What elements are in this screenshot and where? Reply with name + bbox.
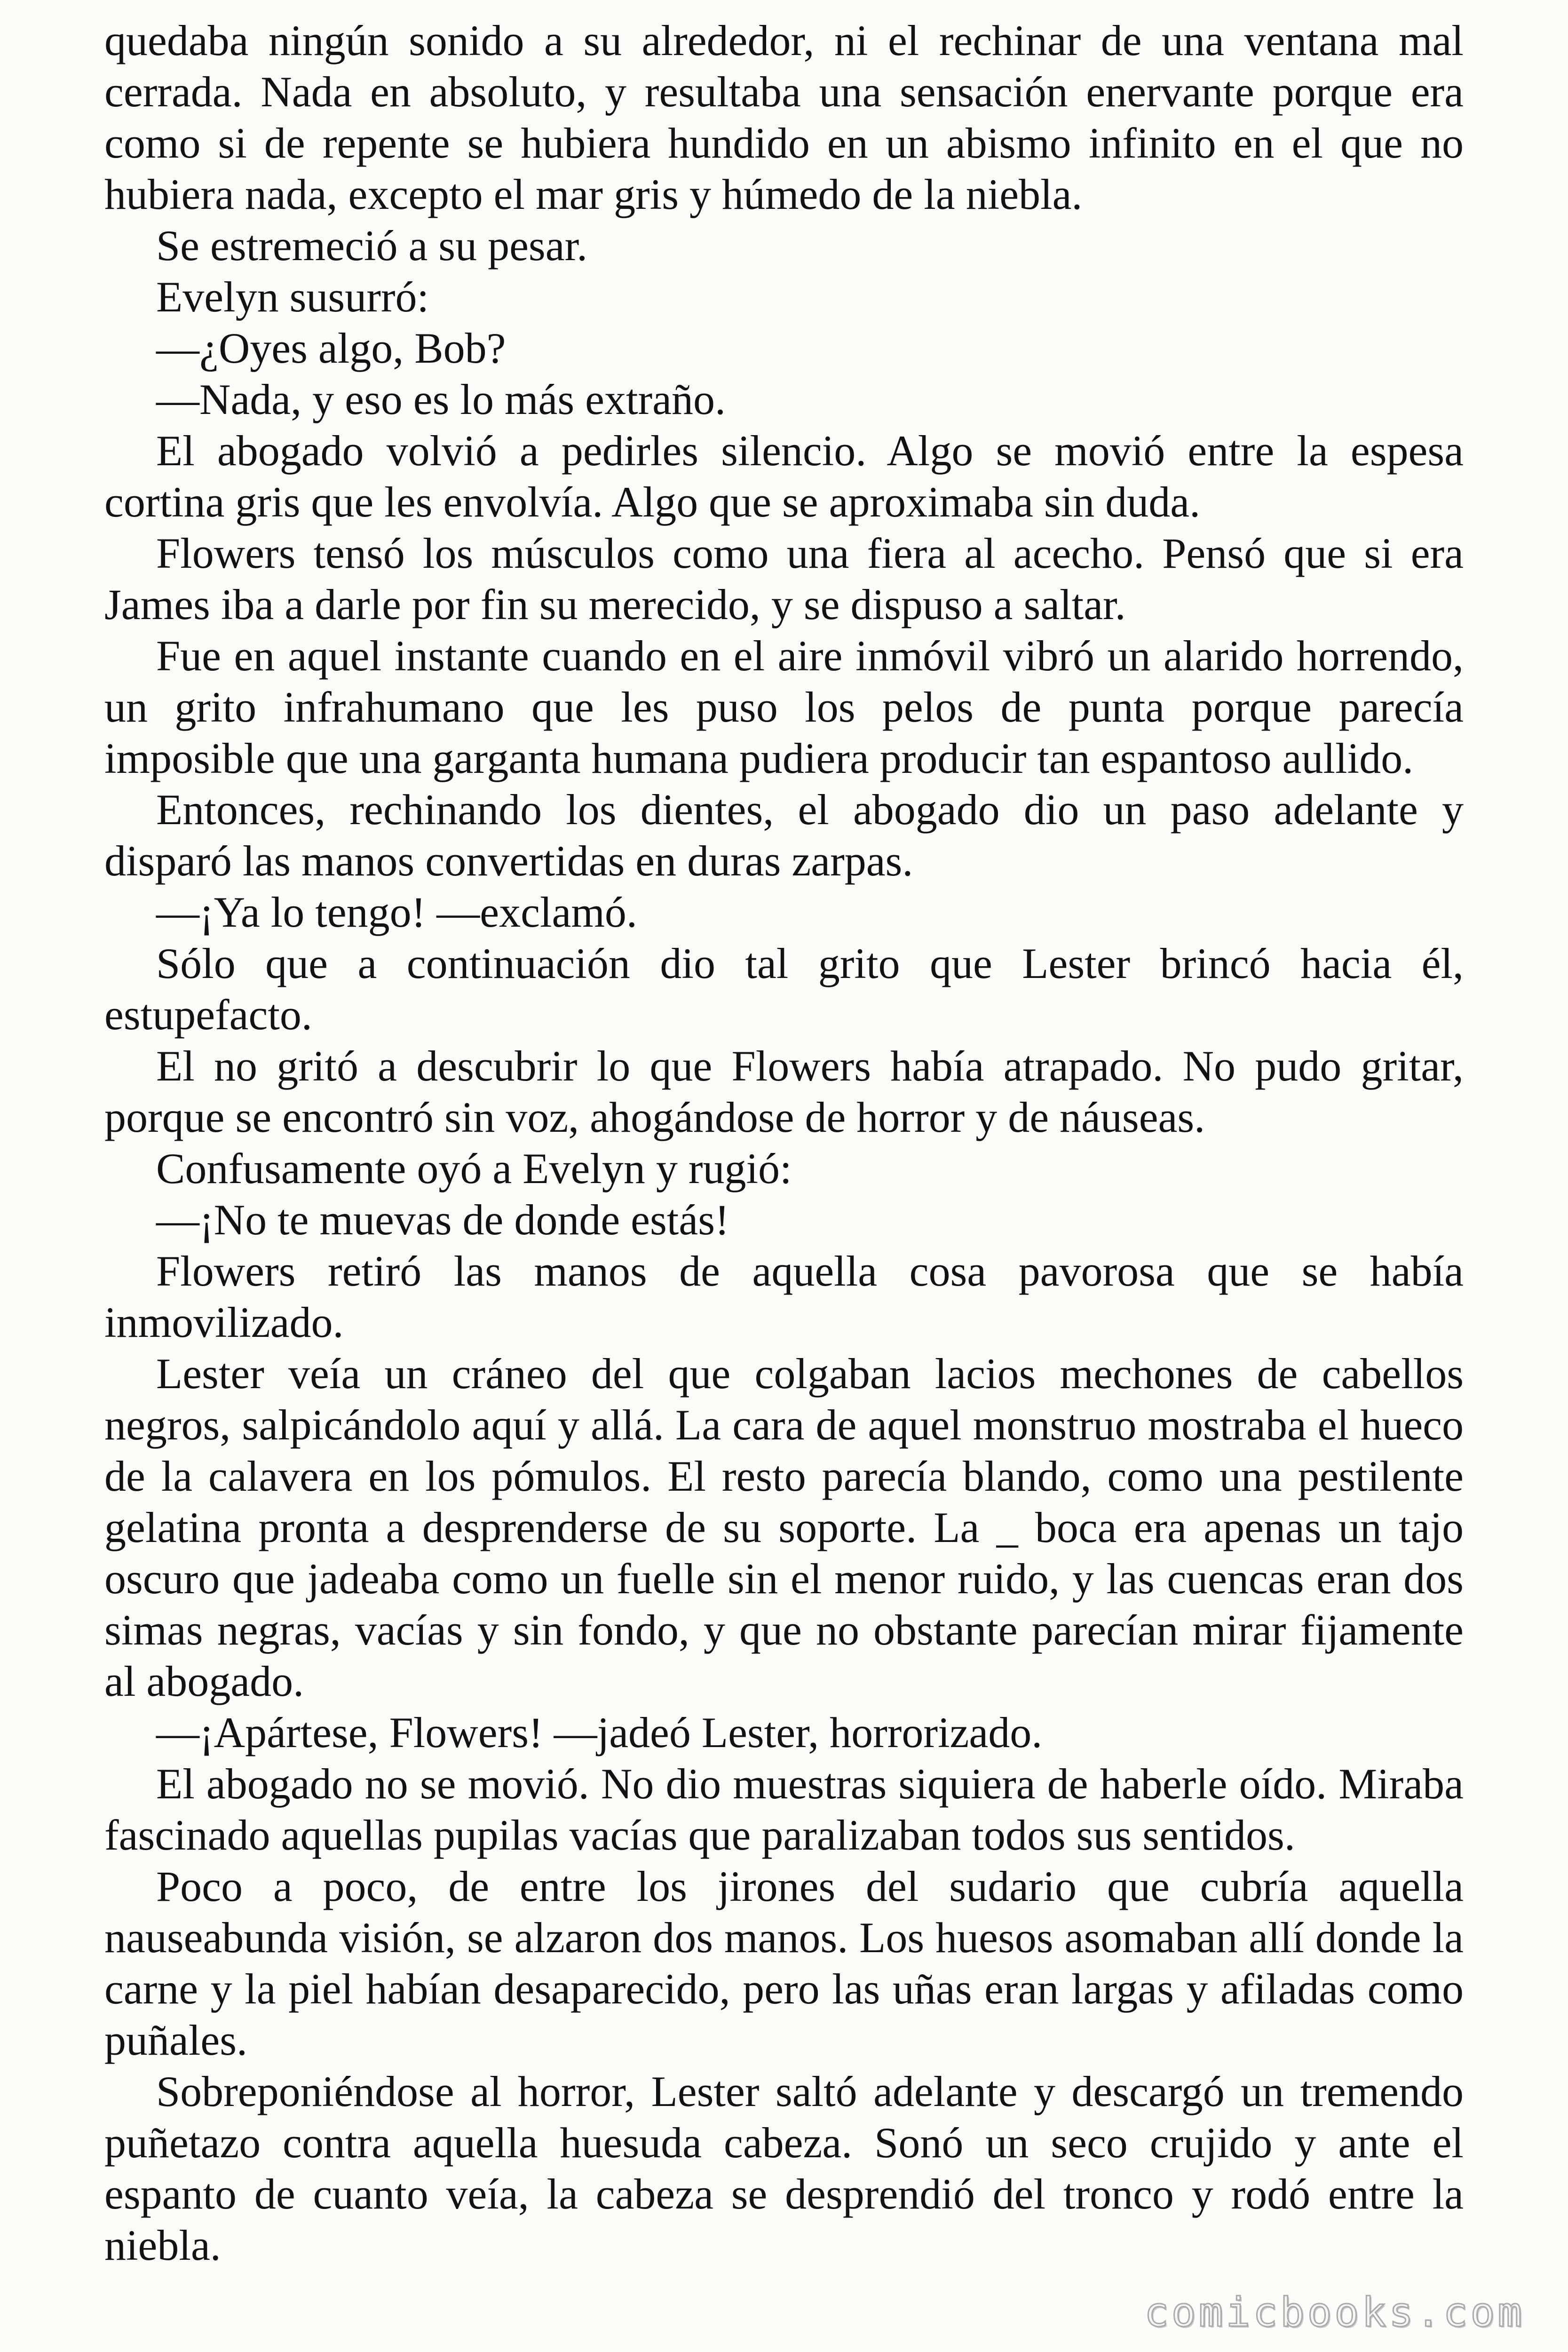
paragraph-continued: quedaba ningún sonido a su alrededor, ni el rechinar de una ventana mal cerrada. Nada en absoluto, y resultaba una sensación enervante porque era como si de repente se hubiera hundido en un abismo infinito en el que no hubiera nada, excepto el mar gris y húmedo de la niebla. [104, 16, 1464, 218]
paragraph: El abogado volvió a pedirles silencio. Algo se movió entre la espesa cortina gris que les envolvía. Algo que se aproximaba sin duda. [104, 427, 1464, 526]
paragraph: Confusamente oyó a Evelyn y rugió: [156, 1144, 792, 1192]
paragraph: Se estremeció a su pesar. [156, 222, 588, 270]
dialogue-line: —Nada, y eso es lo más extraño. [156, 375, 726, 423]
paragraph: Lester veía un cráneo del que colgaban lacios mechones de cabellos negros, salpicándolo aquí y allá. La cara de aquel monstruo mostraba el hueco de la calavera en los pómulos. El resto parecía blando, como una pestilente gelatina pronta a desprenderse de su soporte. La _ boca era apenas un tajo oscuro que jadeaba como un fuelle sin el menor ruido, y las cuencas eran dos simas negras, vacías y sin fondo, y que no obstante parecían mirar fijamente al abogado. [104, 1350, 1464, 1705]
paragraph: El abogado no se movió. No dio muestras siquiera de haberle oído. Miraba fascinado aquellas pupilas vacías que paralizaban todos sus sentidos. [104, 1760, 1464, 1859]
dialogue-line: —¡Ya lo tengo! —exclamó. [156, 888, 637, 936]
paragraph: El no gritó a descubrir lo que Flowers había atrapado. No pudo gritar, porque se encontró sin voz, ahogándose de horror y de náuseas. [104, 1042, 1464, 1141]
paragraph: Sobreponiéndose al horror, Lester saltó adelante y descargó un tremendo puñetazo contra aquella huesuda cabeza. Sonó un seco crujido y ante el espanto de cuanto veía, la cabeza se desprendió del tronco y rodó entre la niebla. [104, 2067, 1464, 2269]
dialogue-line: —¡No te muevas de donde estás! [156, 1196, 729, 1244]
paragraph: Entonces, rechinando los dientes, el abogado dio un paso adelante y disparó las manos convertidas en duras zarpas. [104, 786, 1464, 885]
paragraph: Sólo que a continuación dio tal grito que Lester brincó hacia él, estupefacto. [104, 939, 1464, 1039]
paragraph: Poco a poco, de entre los jirones del sudario que cubría aquella nauseabunda visión, se alzaron dos manos. Los huesos asomaban allí donde la carne y la piel habían desaparecido, pero las uñas eran largas y afiladas como puñales. [104, 1862, 1464, 2064]
paragraph: Flowers tensó los músculos como una fiera al acecho. Pensó que si era James iba a darle por fin su merecido, y se dispuso a saltar. [104, 529, 1464, 628]
paragraph: Fue en aquel instante cuando en el aire inmóvil vibró un alarido horrendo, un grito infrahumano que les puso los pelos de punta porque parecía imposible que una garganta humana pudiera producir tan espantoso aullido. [104, 632, 1464, 782]
book-page [104, 15, 1464, 2311]
dialogue-line: —¿Oyes algo, Bob? [156, 324, 506, 372]
paragraph: Flowers retiró las manos de aquella cosa pavorosa que se había inmovilizado. [104, 1247, 1464, 1346]
paragraph: Evelyn susurró: [156, 273, 429, 321]
watermark: comicbooks.com [1144, 2289, 1525, 2336]
dialogue-line: —¡Apártese, Flowers! —jadeó Lester, horrorizado. [156, 1708, 1043, 1756]
